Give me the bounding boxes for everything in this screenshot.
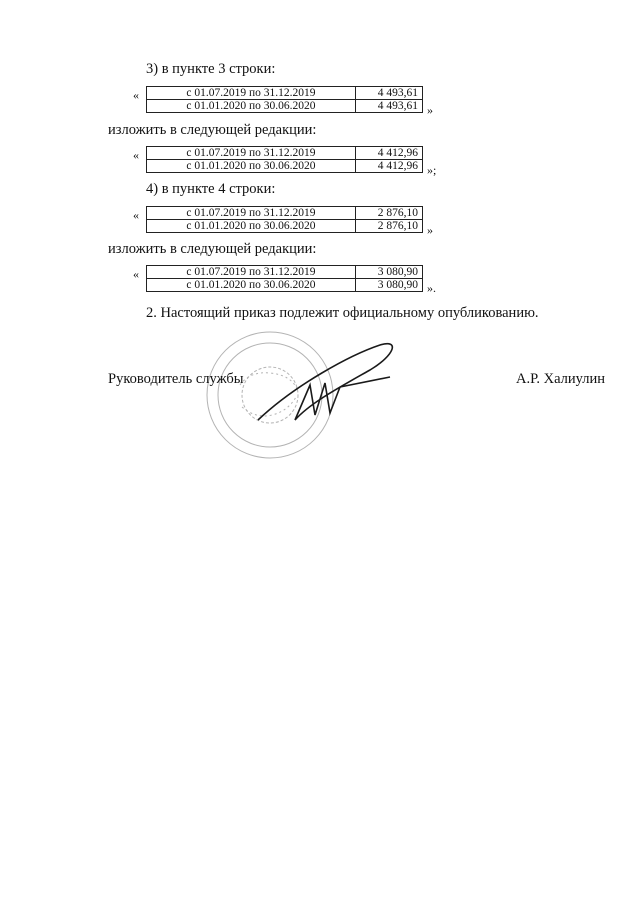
period-cell: с 01.07.2019 по 31.12.2019 [147,266,356,279]
close-quote: ». [427,281,436,295]
value-cell: 3 080,90 [356,266,423,279]
signatory-name: А.Р. Халиулин [516,371,605,387]
table-row [147,100,423,113]
value-cell: 2 876,10 [356,207,423,220]
block-4-heading: 4) в пункте 4 строки: [146,181,276,197]
period-cell: с 01.01.2020 по 30.06.2020 [147,160,356,173]
value-cell: 2 876,10 [356,220,423,233]
table-row [147,207,423,220]
value-cell: 4 412,96 [356,160,423,173]
period-cell: с 01.07.2019 по 31.12.2019 [147,207,356,220]
rates-table [146,206,423,233]
block-3-replacement-heading: изложить в следующей редакции: [108,122,317,138]
period-cell: с 01.07.2019 по 31.12.2019 [147,147,356,160]
paragraph-2: 2. Настоящий приказ подлежит официальному опубликованию. [146,305,539,321]
value-cell: 4 493,61 [356,87,423,100]
period-cell: с 01.01.2020 по 30.06.2020 [147,220,356,233]
value-cell: 4 412,96 [356,147,423,160]
rates-table [146,146,423,173]
open-quote: « [133,208,139,222]
rates-table [146,265,423,292]
table-row [147,220,423,233]
official-stamp-with-signature [200,325,410,465]
close-quote: » [427,103,433,117]
period-cell: с 01.01.2020 по 30.06.2020 [147,279,356,292]
open-quote: « [133,267,139,281]
close-quote: »; [427,163,437,177]
table-row [147,279,423,292]
value-cell: 4 493,61 [356,100,423,113]
close-quote: » [427,223,433,237]
table-row [147,266,423,279]
open-quote: « [133,88,139,102]
table-row [147,160,423,173]
period-cell: с 01.01.2020 по 30.06.2020 [147,100,356,113]
rates-table [146,86,423,113]
table-row [147,147,423,160]
value-cell: 3 080,90 [356,279,423,292]
block-3-heading: 3) в пункте 3 строки: [146,61,276,77]
open-quote: « [133,148,139,162]
table-row [147,87,423,100]
signatory-position: Руководитель службы [108,371,244,387]
period-cell: с 01.07.2019 по 31.12.2019 [147,87,356,100]
block-4-replacement-heading: изложить в следующей редакции: [108,241,317,257]
